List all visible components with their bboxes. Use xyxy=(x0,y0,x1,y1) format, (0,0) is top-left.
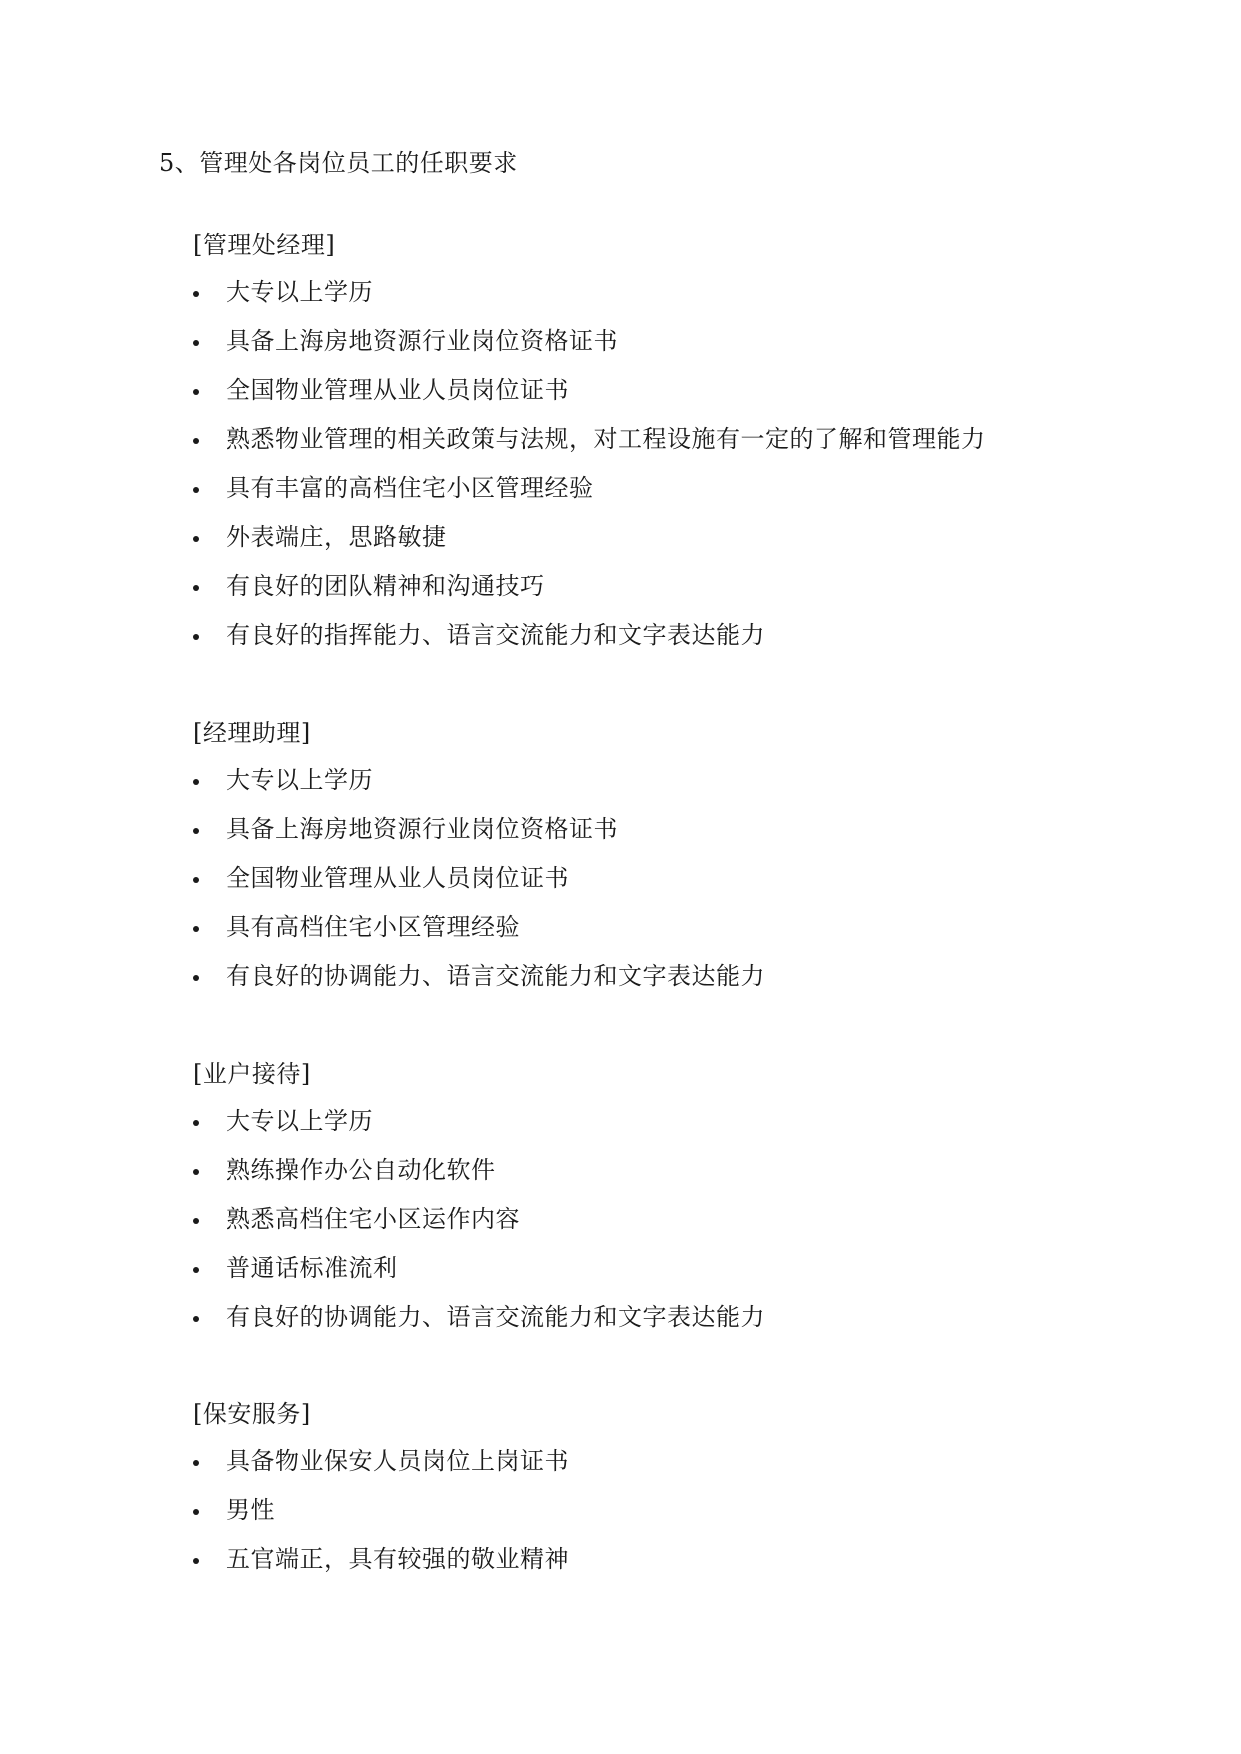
bullet-icon xyxy=(193,1460,199,1466)
bullet-icon xyxy=(193,877,199,883)
requirement-text: 大专以上学历 xyxy=(226,766,373,794)
requirement-text: 有良好的指挥能力、语言交流能力和文字表达能力 xyxy=(226,621,765,649)
requirement-text: 具有高档住宅小区管理经验 xyxy=(226,913,520,941)
bullet-icon xyxy=(193,1509,199,1515)
requirement-text: 男性 xyxy=(226,1496,275,1524)
requirement-text: 具有丰富的高档住宅小区管理经验 xyxy=(226,474,594,502)
role-heading: [经理助理] xyxy=(193,719,311,747)
role-reception xyxy=(193,1059,1093,1351)
list-item xyxy=(193,1155,1093,1204)
requirement-text: 外表端庄，思路敏捷 xyxy=(226,523,447,551)
requirement-text: 有良好的团队精神和沟通技巧 xyxy=(226,572,545,600)
requirement-text: 全国物业管理从业人员岗位证书 xyxy=(226,376,569,404)
list-item xyxy=(193,765,1093,814)
requirement-list xyxy=(193,765,1093,1010)
section-title: 5、管理处各岗位员工的任职要求 xyxy=(159,149,518,177)
requirement-text: 大专以上学历 xyxy=(226,1107,373,1135)
role-heading: [保安服务] xyxy=(193,1400,311,1428)
bullet-icon xyxy=(193,926,199,932)
role-manager xyxy=(193,230,1093,669)
requirement-text: 具备上海房地资源行业岗位资格证书 xyxy=(226,327,618,355)
role-security xyxy=(193,1399,1093,1593)
list-item xyxy=(193,1302,1093,1351)
requirement-text: 普通话标准流利 xyxy=(226,1254,398,1282)
list-item xyxy=(193,326,1093,375)
requirement-text: 熟练操作办公自动化软件 xyxy=(226,1156,496,1184)
bullet-icon xyxy=(193,828,199,834)
requirement-text: 五官端正，具有较强的敬业精神 xyxy=(226,1545,569,1573)
bullet-icon xyxy=(193,1169,199,1175)
bullet-icon xyxy=(193,340,199,346)
requirement-text: 熟悉高档住宅小区运作内容 xyxy=(226,1205,520,1233)
requirement-list xyxy=(193,1106,1093,1351)
requirement-text: 具备上海房地资源行业岗位资格证书 xyxy=(226,815,618,843)
role-heading: [业户接待] xyxy=(193,1060,311,1088)
bullet-icon xyxy=(193,291,199,297)
list-item xyxy=(193,620,1093,669)
list-item xyxy=(193,1495,1093,1544)
role-assistant-manager xyxy=(193,718,1093,1010)
requirement-text: 全国物业管理从业人员岗位证书 xyxy=(226,864,569,892)
requirement-text: 熟悉物业管理的相关政策与法规，对工程设施有一定的了解和管理能力 xyxy=(226,425,986,453)
bullet-icon xyxy=(193,1267,199,1273)
list-item xyxy=(193,863,1093,912)
list-item xyxy=(193,1253,1093,1302)
requirement-list xyxy=(193,277,1093,669)
list-item xyxy=(193,814,1093,863)
bullet-icon xyxy=(193,438,199,444)
requirement-text: 有良好的协调能力、语言交流能力和文字表达能力 xyxy=(226,962,765,990)
list-item xyxy=(193,912,1093,961)
bullet-icon xyxy=(193,779,199,785)
bullet-icon xyxy=(193,1316,199,1322)
list-item xyxy=(193,473,1093,522)
list-item xyxy=(193,1446,1093,1495)
bullet-icon xyxy=(193,634,199,640)
list-item xyxy=(193,277,1093,326)
requirement-list xyxy=(193,1446,1093,1593)
bullet-icon xyxy=(193,975,199,981)
list-item xyxy=(193,1106,1093,1155)
list-item xyxy=(193,375,1093,424)
list-item xyxy=(193,571,1093,620)
requirement-text: 有良好的协调能力、语言交流能力和文字表达能力 xyxy=(226,1303,765,1331)
bullet-icon xyxy=(193,1218,199,1224)
list-item xyxy=(193,1544,1093,1593)
bullet-icon xyxy=(193,487,199,493)
requirement-text: 大专以上学历 xyxy=(226,278,373,306)
bullet-icon xyxy=(193,389,199,395)
role-heading: [管理处经理] xyxy=(193,231,336,259)
bullet-icon xyxy=(193,536,199,542)
bullet-icon xyxy=(193,585,199,591)
bullet-icon xyxy=(193,1558,199,1564)
bullet-icon xyxy=(193,1120,199,1126)
requirement-text: 具备物业保安人员岗位上岗证书 xyxy=(226,1447,569,1475)
list-item xyxy=(193,961,1093,1010)
list-item xyxy=(193,522,1093,571)
list-item xyxy=(193,424,1093,473)
list-item xyxy=(193,1204,1093,1253)
